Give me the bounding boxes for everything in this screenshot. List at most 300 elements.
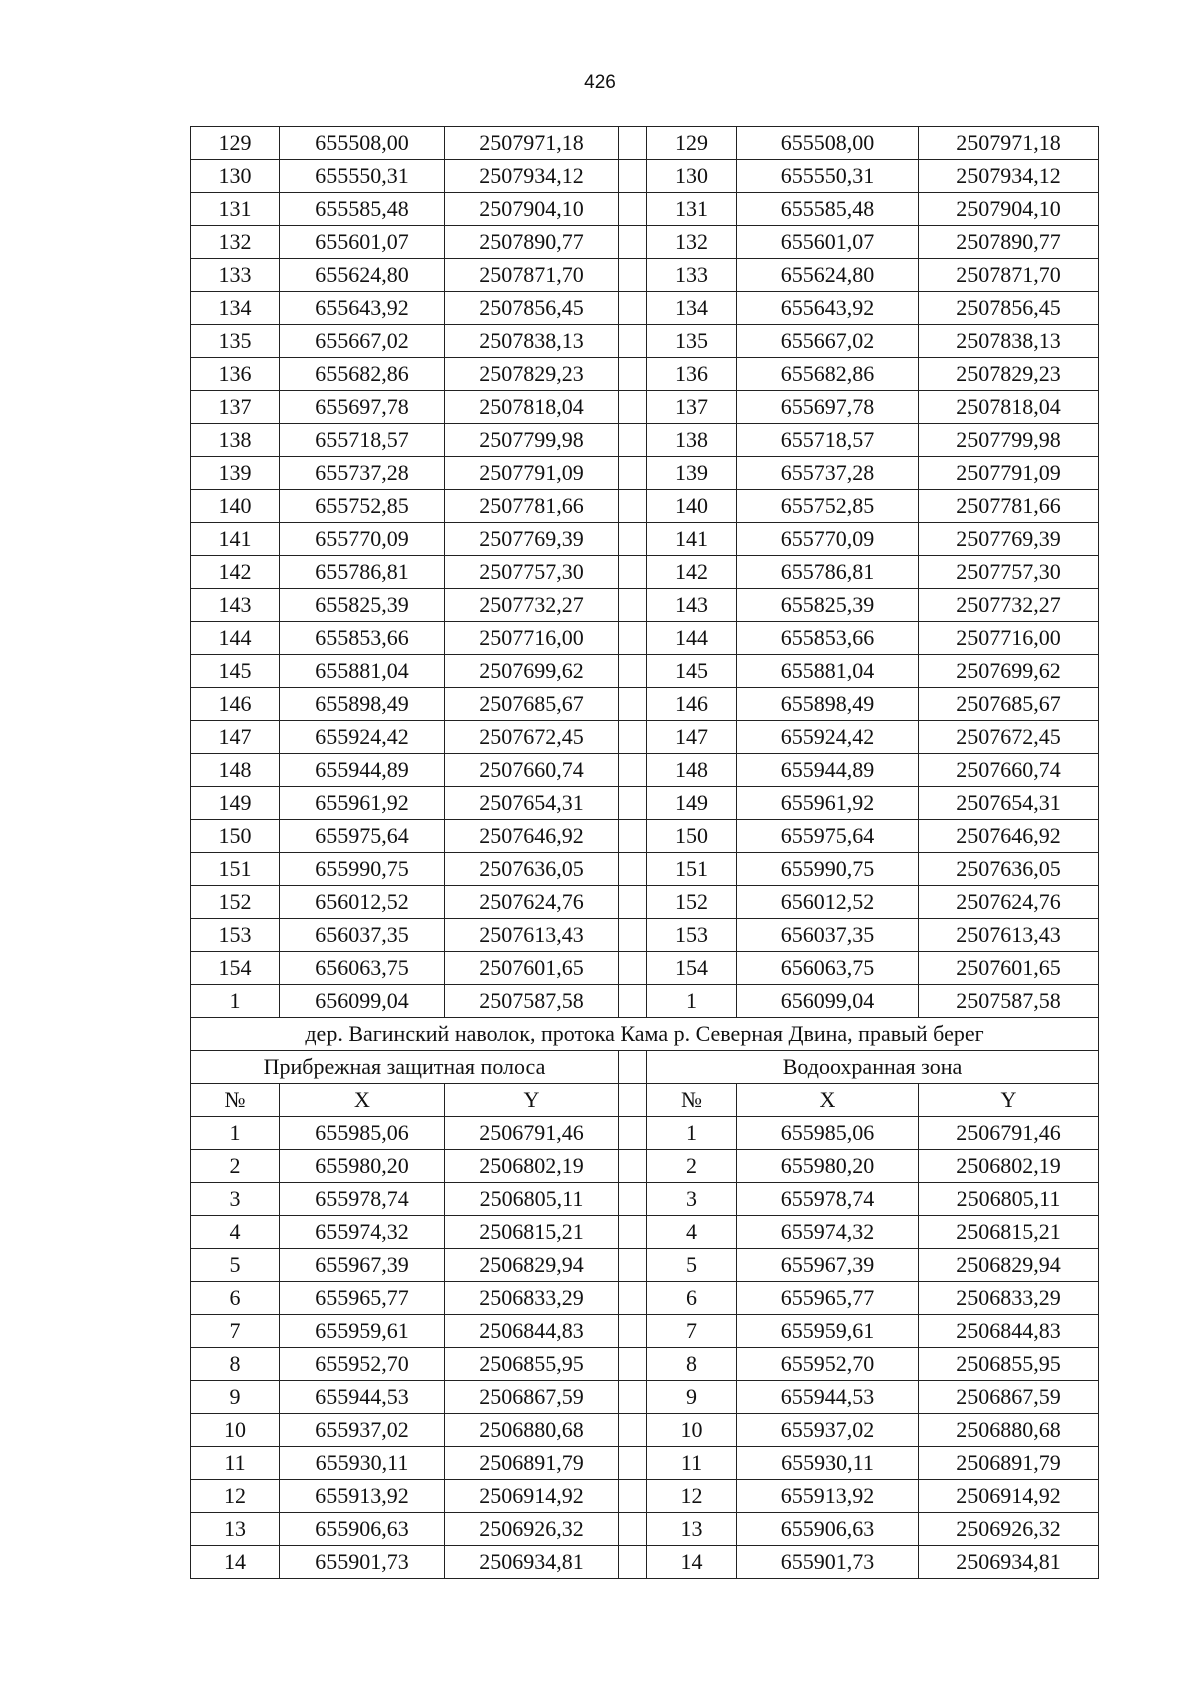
- right-x-cell: 655930,11: [737, 1447, 919, 1480]
- left-no-cell: 146: [191, 688, 280, 721]
- left-y-cell: 2506914,92: [445, 1480, 619, 1513]
- left-no-cell: 139: [191, 457, 280, 490]
- right-x-cell: 655906,63: [737, 1513, 919, 1546]
- left-no-cell: 9: [191, 1381, 280, 1414]
- coordinates-top-section: [191, 127, 1099, 1018]
- gap-cell: [619, 457, 647, 490]
- left-y-cell: 2507971,18: [445, 127, 619, 160]
- gap-cell: [619, 1249, 647, 1282]
- left-x-cell: 656063,75: [280, 952, 445, 985]
- right-y-cell: 2507818,04: [919, 391, 1099, 424]
- right-y-cell: 2506867,59: [919, 1381, 1099, 1414]
- left-no-cell: 137: [191, 391, 280, 424]
- left-x-cell: 655965,77: [280, 1282, 445, 1315]
- right-no-cell: 3: [647, 1183, 737, 1216]
- left-y-cell: 2506802,19: [445, 1150, 619, 1183]
- left-no-cell: 147: [191, 721, 280, 754]
- gap-cell: [619, 1414, 647, 1447]
- table-row: [191, 919, 1099, 952]
- right-x-cell: 655898,49: [737, 688, 919, 721]
- right-y-cell: 2507646,92: [919, 820, 1099, 853]
- right-no-cell: 138: [647, 424, 737, 457]
- left-y-cell: 2506805,11: [445, 1183, 619, 1216]
- right-header-no: №: [647, 1084, 737, 1117]
- table-row: [191, 292, 1099, 325]
- table-row: [191, 259, 1099, 292]
- table-row: [191, 391, 1099, 424]
- right-y-cell: 2507699,62: [919, 655, 1099, 688]
- right-x-cell: 655974,32: [737, 1216, 919, 1249]
- left-no-cell: 135: [191, 325, 280, 358]
- right-no-cell: 133: [647, 259, 737, 292]
- right-no-cell: 6: [647, 1282, 737, 1315]
- left-x-cell: 655508,00: [280, 127, 445, 160]
- left-y-cell: 2507624,76: [445, 886, 619, 919]
- left-x-cell: 655959,61: [280, 1315, 445, 1348]
- left-y-cell: 2506934,81: [445, 1546, 619, 1579]
- gap-cell: [619, 490, 647, 523]
- left-y-cell: 2507838,13: [445, 325, 619, 358]
- right-x-cell: 655601,07: [737, 226, 919, 259]
- left-x-cell: 655944,89: [280, 754, 445, 787]
- right-x-cell: 655770,09: [737, 523, 919, 556]
- table-row: [191, 1381, 1099, 1414]
- right-y-cell: 2506926,32: [919, 1513, 1099, 1546]
- left-x-cell: 655961,92: [280, 787, 445, 820]
- table-row: [191, 358, 1099, 391]
- gap-cell: [619, 1216, 647, 1249]
- left-x-cell: 655980,20: [280, 1150, 445, 1183]
- right-no-cell: 147: [647, 721, 737, 754]
- left-y-cell: 2507587,58: [445, 985, 619, 1018]
- left-y-cell: 2507660,74: [445, 754, 619, 787]
- gap-cell: [619, 820, 647, 853]
- right-y-cell: 2507654,31: [919, 787, 1099, 820]
- left-no-cell: 13: [191, 1513, 280, 1546]
- right-y-cell: 2506805,11: [919, 1183, 1099, 1216]
- gap-cell: [619, 985, 647, 1018]
- table-row: [191, 1282, 1099, 1315]
- left-header-y: Y: [445, 1084, 619, 1117]
- right-x-cell: 655959,61: [737, 1315, 919, 1348]
- right-y-cell: 2507624,76: [919, 886, 1099, 919]
- right-x-cell: 655550,31: [737, 160, 919, 193]
- right-x-cell: 655508,00: [737, 127, 919, 160]
- table-row: [191, 1216, 1099, 1249]
- table-row: [191, 820, 1099, 853]
- right-x-cell: 655585,48: [737, 193, 919, 226]
- left-y-cell: 2506855,95: [445, 1348, 619, 1381]
- table-row: [191, 886, 1099, 919]
- right-y-cell: 2506791,46: [919, 1117, 1099, 1150]
- left-no-cell: 154: [191, 952, 280, 985]
- left-no-cell: 10: [191, 1414, 280, 1447]
- right-y-cell: 2507871,70: [919, 259, 1099, 292]
- right-no-cell: 129: [647, 127, 737, 160]
- left-y-cell: 2507601,65: [445, 952, 619, 985]
- right-no-cell: 140: [647, 490, 737, 523]
- left-y-cell: 2507829,23: [445, 358, 619, 391]
- left-no-cell: 12: [191, 1480, 280, 1513]
- table-row: [191, 523, 1099, 556]
- left-y-cell: 2507934,12: [445, 160, 619, 193]
- right-header-x: X: [737, 1084, 919, 1117]
- right-no-cell: 4: [647, 1216, 737, 1249]
- left-x-cell: 655682,86: [280, 358, 445, 391]
- right-no-cell: 146: [647, 688, 737, 721]
- right-x-cell: 655913,92: [737, 1480, 919, 1513]
- right-y-cell: 2506934,81: [919, 1546, 1099, 1579]
- left-no-cell: 134: [191, 292, 280, 325]
- left-x-cell: 655667,02: [280, 325, 445, 358]
- left-x-cell: 655913,92: [280, 1480, 445, 1513]
- left-no-cell: 8: [191, 1348, 280, 1381]
- left-x-cell: 655643,92: [280, 292, 445, 325]
- left-x-cell: 655770,09: [280, 523, 445, 556]
- left-no-cell: 3: [191, 1183, 280, 1216]
- right-no-cell: 1: [647, 985, 737, 1018]
- table-row: [191, 1546, 1099, 1579]
- left-y-cell: 2507685,67: [445, 688, 619, 721]
- right-x-cell: 655965,77: [737, 1282, 919, 1315]
- table-row: [191, 1480, 1099, 1513]
- table-row: [191, 985, 1099, 1018]
- right-y-cell: 2507685,67: [919, 688, 1099, 721]
- left-y-cell: 2507672,45: [445, 721, 619, 754]
- right-y-cell: 2507799,98: [919, 424, 1099, 457]
- left-x-cell: 655881,04: [280, 655, 445, 688]
- right-y-cell: 2507660,74: [919, 754, 1099, 787]
- table-row: [191, 1183, 1099, 1216]
- right-x-cell: 655990,75: [737, 853, 919, 886]
- left-y-cell: 2507791,09: [445, 457, 619, 490]
- left-no-cell: 151: [191, 853, 280, 886]
- gap-cell: [619, 721, 647, 754]
- right-x-cell: 655853,66: [737, 622, 919, 655]
- right-x-cell: 655786,81: [737, 556, 919, 589]
- left-x-cell: 655985,06: [280, 1117, 445, 1150]
- left-y-cell: 2506791,46: [445, 1117, 619, 1150]
- left-y-cell: 2507699,62: [445, 655, 619, 688]
- left-x-cell: 655624,80: [280, 259, 445, 292]
- gap-cell: [619, 1348, 647, 1381]
- left-no-cell: 14: [191, 1546, 280, 1579]
- gap-cell: [619, 1084, 647, 1117]
- left-no-cell: 129: [191, 127, 280, 160]
- gap-cell: [619, 325, 647, 358]
- right-x-cell: 655944,53: [737, 1381, 919, 1414]
- left-y-cell: 2506880,68: [445, 1414, 619, 1447]
- right-no-cell: 139: [647, 457, 737, 490]
- right-no-cell: 130: [647, 160, 737, 193]
- right-no-cell: 14: [647, 1546, 737, 1579]
- right-y-cell: 2507587,58: [919, 985, 1099, 1018]
- right-no-cell: 143: [647, 589, 737, 622]
- section-title: дер. Вагинский наволок, протока Кама р. Северная Двина, правый берег: [191, 1018, 1099, 1051]
- right-y-cell: 2507757,30: [919, 556, 1099, 589]
- left-no-cell: 131: [191, 193, 280, 226]
- right-no-cell: 136: [647, 358, 737, 391]
- table-row: [191, 127, 1099, 160]
- right-group-title: Водоохранная зона: [647, 1051, 1099, 1084]
- right-y-cell: 2507732,27: [919, 589, 1099, 622]
- right-y-cell: 2507636,05: [919, 853, 1099, 886]
- group-title-row: [191, 1051, 1099, 1084]
- right-y-cell: 2507769,39: [919, 523, 1099, 556]
- right-no-cell: 134: [647, 292, 737, 325]
- right-y-cell: 2507904,10: [919, 193, 1099, 226]
- left-x-cell: 655825,39: [280, 589, 445, 622]
- right-no-cell: 154: [647, 952, 737, 985]
- left-no-cell: 140: [191, 490, 280, 523]
- left-y-cell: 2507716,00: [445, 622, 619, 655]
- left-x-cell: 655901,73: [280, 1546, 445, 1579]
- left-no-cell: 11: [191, 1447, 280, 1480]
- left-y-cell: 2506926,32: [445, 1513, 619, 1546]
- right-y-cell: 2507613,43: [919, 919, 1099, 952]
- right-y-cell: 2506833,29: [919, 1282, 1099, 1315]
- gap-cell: [619, 919, 647, 952]
- left-no-cell: 1: [191, 985, 280, 1018]
- gap-cell: [619, 1480, 647, 1513]
- right-x-cell: 655881,04: [737, 655, 919, 688]
- left-y-cell: 2507904,10: [445, 193, 619, 226]
- right-no-cell: 145: [647, 655, 737, 688]
- left-no-cell: 133: [191, 259, 280, 292]
- right-y-cell: 2507601,65: [919, 952, 1099, 985]
- left-no-cell: 130: [191, 160, 280, 193]
- gap-cell: [619, 391, 647, 424]
- right-x-cell: 655624,80: [737, 259, 919, 292]
- right-no-cell: 8: [647, 1348, 737, 1381]
- left-x-cell: 655974,32: [280, 1216, 445, 1249]
- table-row: [191, 424, 1099, 457]
- right-x-cell: 655967,39: [737, 1249, 919, 1282]
- table-row: [191, 325, 1099, 358]
- right-y-cell: 2506815,21: [919, 1216, 1099, 1249]
- left-x-cell: 655601,07: [280, 226, 445, 259]
- table-row: [191, 688, 1099, 721]
- left-x-cell: 655550,31: [280, 160, 445, 193]
- left-x-cell: 656037,35: [280, 919, 445, 952]
- left-header-x: X: [280, 1084, 445, 1117]
- table-row: [191, 655, 1099, 688]
- right-x-cell: 655825,39: [737, 589, 919, 622]
- right-no-cell: 149: [647, 787, 737, 820]
- right-y-cell: 2507856,45: [919, 292, 1099, 325]
- right-y-cell: 2506880,68: [919, 1414, 1099, 1447]
- right-no-cell: 148: [647, 754, 737, 787]
- right-no-cell: 150: [647, 820, 737, 853]
- right-y-cell: 2506844,83: [919, 1315, 1099, 1348]
- left-y-cell: 2507871,70: [445, 259, 619, 292]
- table-row: [191, 589, 1099, 622]
- table-row: [191, 1447, 1099, 1480]
- left-x-cell: 656012,52: [280, 886, 445, 919]
- right-x-cell: 655697,78: [737, 391, 919, 424]
- left-y-cell: 2507799,98: [445, 424, 619, 457]
- left-no-cell: 143: [191, 589, 280, 622]
- right-no-cell: 9: [647, 1381, 737, 1414]
- gap-cell: [619, 160, 647, 193]
- left-x-cell: 655906,63: [280, 1513, 445, 1546]
- table-row: [191, 622, 1099, 655]
- left-y-cell: 2507636,05: [445, 853, 619, 886]
- left-x-cell: 655718,57: [280, 424, 445, 457]
- coordinates-table: [190, 126, 1099, 1579]
- left-x-cell: 655752,85: [280, 490, 445, 523]
- table-row: [191, 1414, 1099, 1447]
- table-row: [191, 1249, 1099, 1282]
- right-no-cell: 141: [647, 523, 737, 556]
- right-no-cell: 10: [647, 1414, 737, 1447]
- left-y-cell: 2506815,21: [445, 1216, 619, 1249]
- gap-cell: [619, 1051, 647, 1084]
- gap-cell: [619, 292, 647, 325]
- right-y-cell: 2506891,79: [919, 1447, 1099, 1480]
- gap-cell: [619, 556, 647, 589]
- right-x-cell: 655752,85: [737, 490, 919, 523]
- table-row: [191, 787, 1099, 820]
- gap-cell: [619, 1447, 647, 1480]
- right-y-cell: 2507781,66: [919, 490, 1099, 523]
- right-x-cell: 655961,92: [737, 787, 919, 820]
- table-row: [191, 1348, 1099, 1381]
- gap-cell: [619, 622, 647, 655]
- left-y-cell: 2507757,30: [445, 556, 619, 589]
- gap-cell: [619, 1282, 647, 1315]
- left-y-cell: 2507856,45: [445, 292, 619, 325]
- gap-cell: [619, 754, 647, 787]
- table-row: [191, 193, 1099, 226]
- table-row: [191, 1315, 1099, 1348]
- left-y-cell: 2507769,39: [445, 523, 619, 556]
- left-x-cell: 655967,39: [280, 1249, 445, 1282]
- right-x-cell: 656099,04: [737, 985, 919, 1018]
- gap-cell: [619, 358, 647, 391]
- right-x-cell: 655667,02: [737, 325, 919, 358]
- table-row: [191, 1150, 1099, 1183]
- right-x-cell: 655901,73: [737, 1546, 919, 1579]
- right-x-cell: 656063,75: [737, 952, 919, 985]
- right-no-cell: 5: [647, 1249, 737, 1282]
- right-x-cell: 655718,57: [737, 424, 919, 457]
- right-x-cell: 656012,52: [737, 886, 919, 919]
- section-title-row: [191, 1018, 1099, 1051]
- left-y-cell: 2507646,92: [445, 820, 619, 853]
- left-no-cell: 136: [191, 358, 280, 391]
- right-no-cell: 137: [647, 391, 737, 424]
- left-y-cell: 2507818,04: [445, 391, 619, 424]
- gap-cell: [619, 1150, 647, 1183]
- right-no-cell: 12: [647, 1480, 737, 1513]
- left-x-cell: 655853,66: [280, 622, 445, 655]
- table-row: [191, 952, 1099, 985]
- left-no-cell: 1: [191, 1117, 280, 1150]
- left-no-cell: 2: [191, 1150, 280, 1183]
- left-y-cell: 2506867,59: [445, 1381, 619, 1414]
- left-x-cell: 655975,64: [280, 820, 445, 853]
- left-no-cell: 152: [191, 886, 280, 919]
- left-y-cell: 2507654,31: [445, 787, 619, 820]
- left-x-cell: 655898,49: [280, 688, 445, 721]
- right-no-cell: 2: [647, 1150, 737, 1183]
- gap-cell: [619, 259, 647, 292]
- right-x-cell: 655737,28: [737, 457, 919, 490]
- left-x-cell: 655786,81: [280, 556, 445, 589]
- left-no-cell: 6: [191, 1282, 280, 1315]
- gap-cell: [619, 1117, 647, 1150]
- gap-cell: [619, 1546, 647, 1579]
- right-y-cell: 2506855,95: [919, 1348, 1099, 1381]
- left-no-cell: 5: [191, 1249, 280, 1282]
- left-no-cell: 138: [191, 424, 280, 457]
- right-y-cell: 2507838,13: [919, 325, 1099, 358]
- table-row: [191, 457, 1099, 490]
- right-no-cell: 11: [647, 1447, 737, 1480]
- right-x-cell: 655980,20: [737, 1150, 919, 1183]
- table-row: [191, 721, 1099, 754]
- left-no-cell: 142: [191, 556, 280, 589]
- gap-cell: [619, 886, 647, 919]
- gap-cell: [619, 688, 647, 721]
- column-header-row: [191, 1084, 1099, 1117]
- right-no-cell: 153: [647, 919, 737, 952]
- right-y-cell: 2506802,19: [919, 1150, 1099, 1183]
- table-row: [191, 490, 1099, 523]
- table-row: [191, 226, 1099, 259]
- right-x-cell: 655952,70: [737, 1348, 919, 1381]
- gap-cell: [619, 424, 647, 457]
- section-header: [191, 1018, 1099, 1117]
- right-y-cell: 2507716,00: [919, 622, 1099, 655]
- left-x-cell: 655585,48: [280, 193, 445, 226]
- right-no-cell: 7: [647, 1315, 737, 1348]
- right-no-cell: 131: [647, 193, 737, 226]
- gap-cell: [619, 589, 647, 622]
- right-x-cell: 655682,86: [737, 358, 919, 391]
- gap-cell: [619, 1183, 647, 1216]
- right-x-cell: 655975,64: [737, 820, 919, 853]
- left-x-cell: 656099,04: [280, 985, 445, 1018]
- table-row: [191, 754, 1099, 787]
- table-row: [191, 1513, 1099, 1546]
- left-no-cell: 144: [191, 622, 280, 655]
- right-no-cell: 135: [647, 325, 737, 358]
- left-y-cell: 2506891,79: [445, 1447, 619, 1480]
- right-y-cell: 2507672,45: [919, 721, 1099, 754]
- left-no-cell: 153: [191, 919, 280, 952]
- left-no-cell: 141: [191, 523, 280, 556]
- right-x-cell: 655924,42: [737, 721, 919, 754]
- coordinates-bottom-section: [191, 1117, 1099, 1579]
- right-no-cell: 13: [647, 1513, 737, 1546]
- right-x-cell: 655978,74: [737, 1183, 919, 1216]
- left-x-cell: 655937,02: [280, 1414, 445, 1447]
- right-y-cell: 2506914,92: [919, 1480, 1099, 1513]
- left-x-cell: 655737,28: [280, 457, 445, 490]
- gap-cell: [619, 226, 647, 259]
- left-x-cell: 655978,74: [280, 1183, 445, 1216]
- left-x-cell: 655697,78: [280, 391, 445, 424]
- left-x-cell: 655924,42: [280, 721, 445, 754]
- left-no-cell: 148: [191, 754, 280, 787]
- left-y-cell: 2506833,29: [445, 1282, 619, 1315]
- left-no-cell: 145: [191, 655, 280, 688]
- left-group-title: Прибрежная защитная полоса: [191, 1051, 619, 1084]
- left-no-cell: 132: [191, 226, 280, 259]
- left-x-cell: 655944,53: [280, 1381, 445, 1414]
